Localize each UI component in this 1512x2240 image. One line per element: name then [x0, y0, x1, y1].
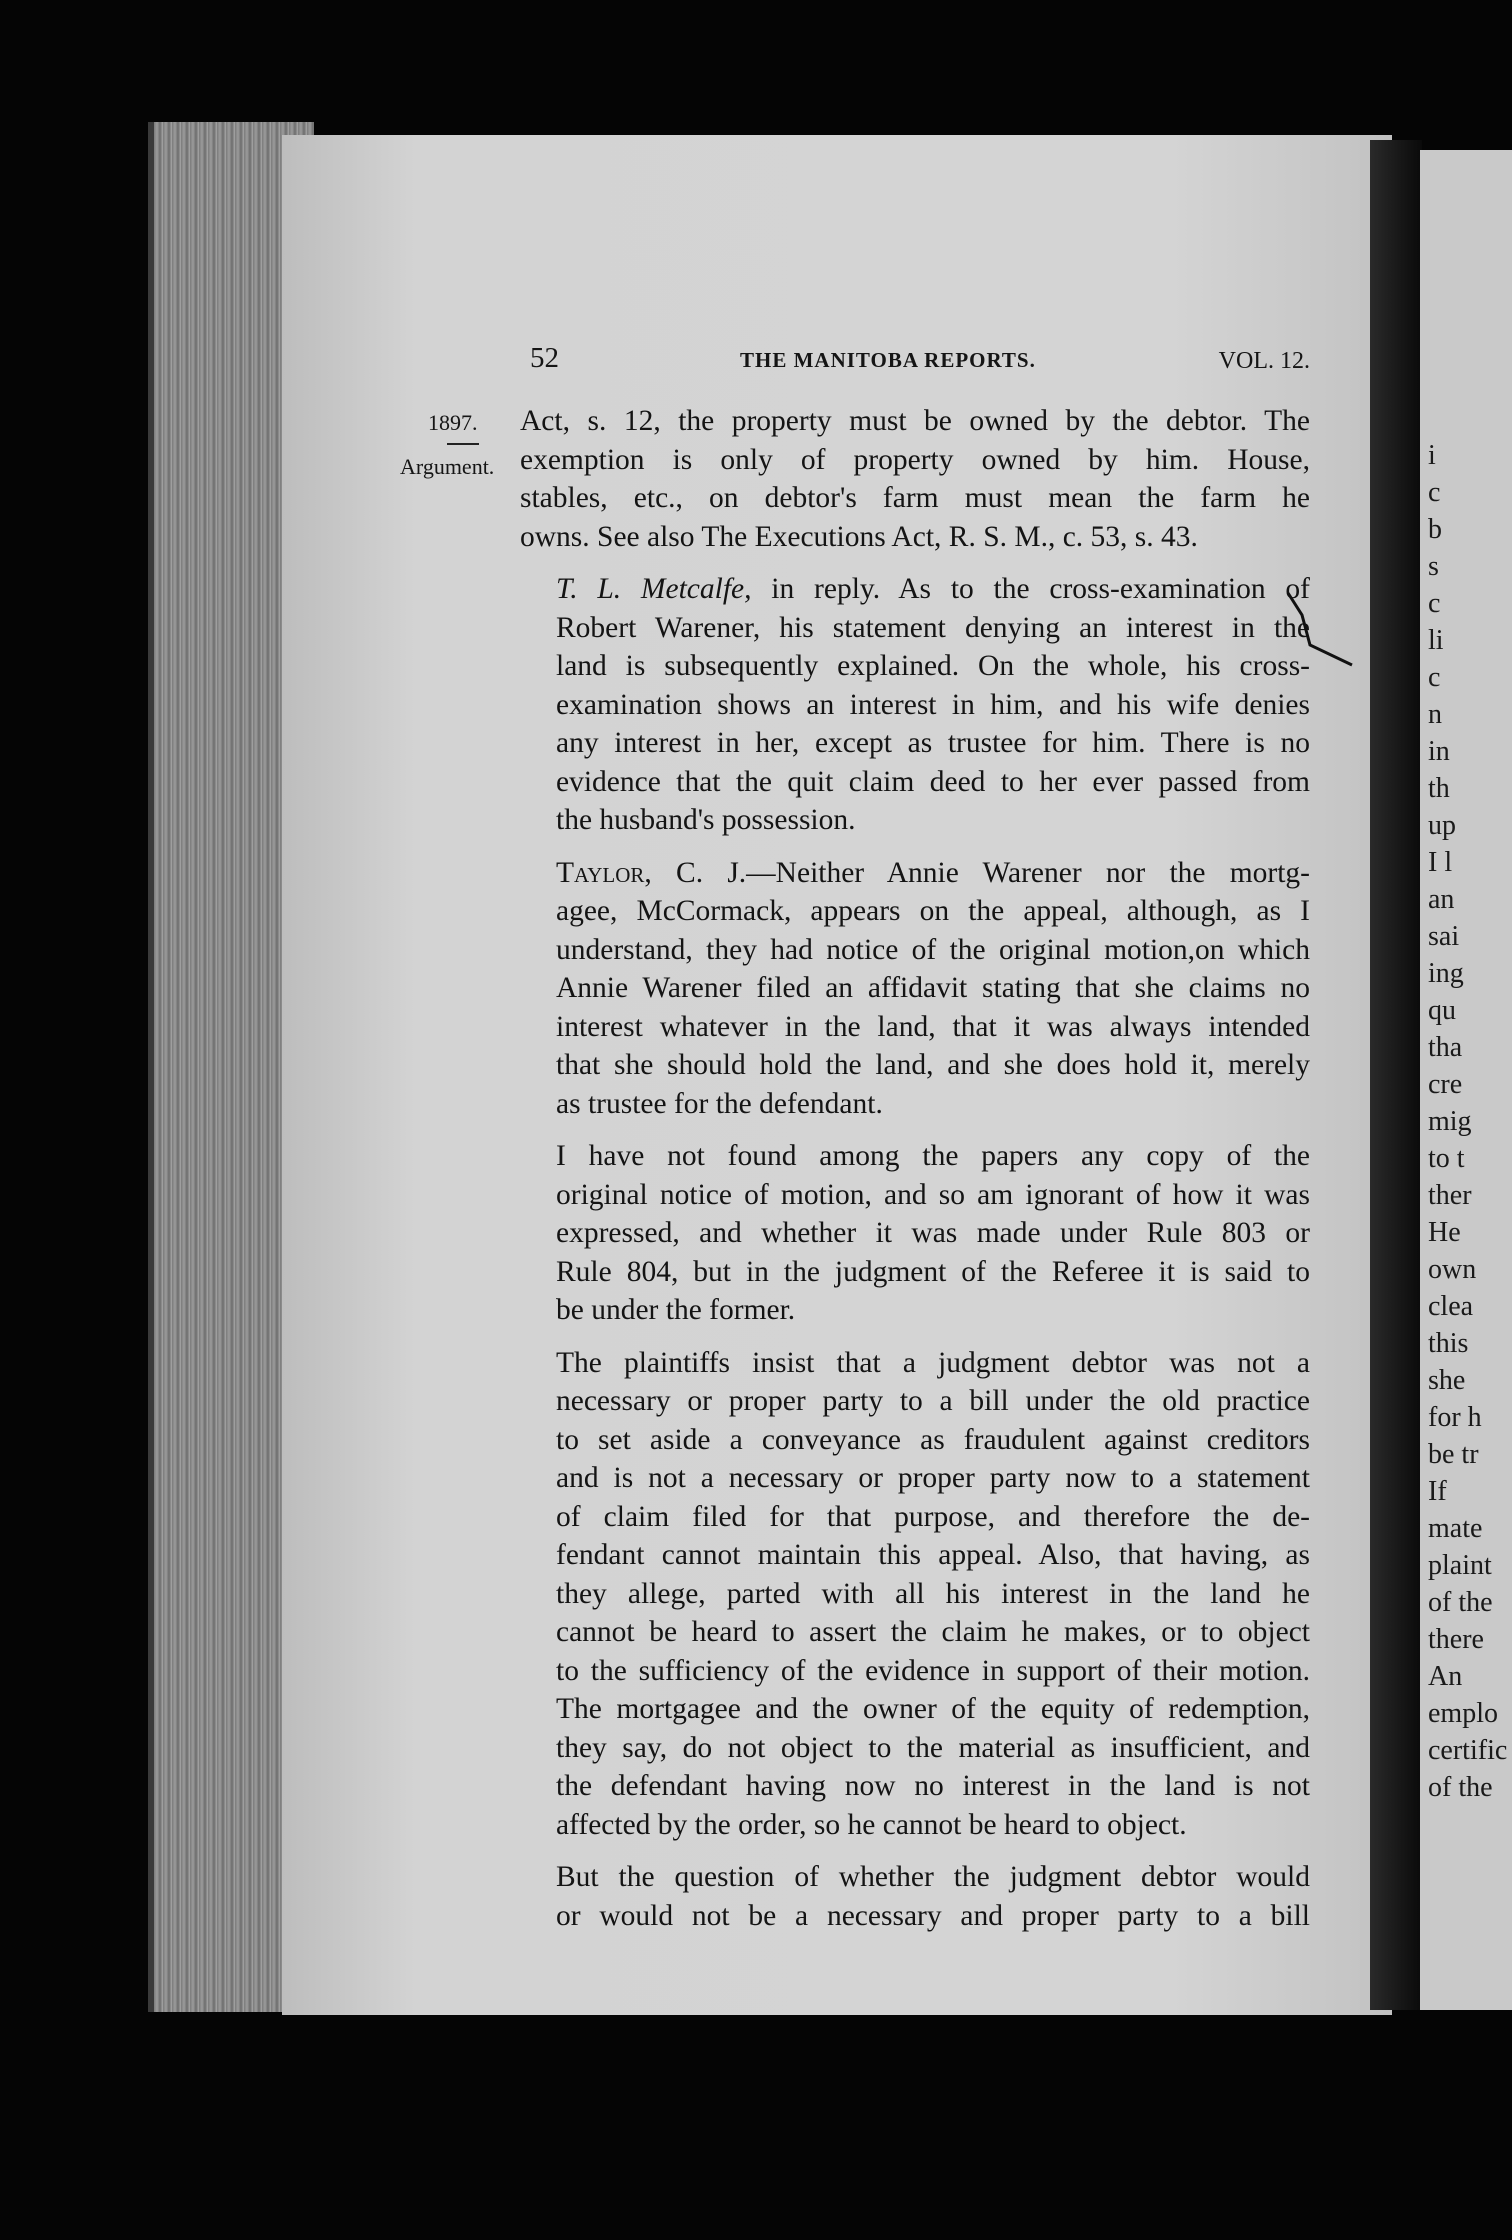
adjacent-page-text: s — [1428, 551, 1439, 582]
text-line-last: the husband's possession. — [556, 804, 856, 836]
paragraph-p5 — [520, 1344, 1310, 1845]
text-line: they allege, parted with all his interest in the land he — [556, 1577, 1310, 1610]
text-line: stables, etc., on debtor's farm must mean the farm he — [520, 482, 1310, 514]
text-line: exemption is only of property owned by him. House, — [520, 443, 1310, 476]
adjacent-page-text: If — [1428, 1476, 1447, 1507]
text-line: evidence that the quit claim deed to her ever passed from — [556, 765, 1310, 798]
text-line-last: as trustee for the defendant. — [556, 1087, 883, 1120]
adjacent-page-text: own — [1428, 1254, 1477, 1285]
adjacent-page-text: cre — [1428, 1069, 1463, 1100]
adjacent-page-text: i — [1428, 440, 1436, 471]
text-line: Rule 804, but in the judgment of the Referee it is said to — [556, 1255, 1310, 1288]
adjacent-page-text: He — [1428, 1217, 1461, 1248]
text-line: the defendant having now no interest in the land is not — [556, 1770, 1310, 1802]
text-line: expressed, and whether it was made under Rule 803 or — [556, 1217, 1310, 1249]
text-line: T. L. Metcalfe, in reply. As to the cross-examination of — [556, 573, 1310, 605]
text-line-last: affected by the order, so he cannot be heard to object. — [556, 1808, 1187, 1841]
gutter-shadow — [1370, 140, 1422, 2010]
adjacent-page-text: tha — [1428, 1032, 1463, 1063]
text-line: they say, do not object to the material as insufficient, and — [556, 1731, 1310, 1764]
text-line: and is not a necessary or proper party now to a statement — [556, 1462, 1310, 1494]
text-line: examination shows an interest in him, and his wife denies — [556, 688, 1310, 721]
page-number: 52 — [530, 342, 559, 374]
text-line: to set aside a conveyance as fraudulent against creditors — [556, 1423, 1310, 1456]
adjacent-page-text: sai — [1428, 921, 1460, 952]
text-line: Annie Warener filed an affidavit stating that she claims no — [556, 972, 1310, 1004]
adjacent-page-text: th — [1428, 773, 1450, 804]
text-line: interest whatever in the land, that it was always intended — [556, 1010, 1310, 1043]
adjacent-page-text: ing — [1428, 958, 1464, 989]
adjacent-page-text: emplo — [1428, 1698, 1498, 1729]
paragraph-p4 — [520, 1137, 1310, 1330]
paragraph-p3 — [520, 854, 1310, 1124]
text-line: Act, s. 12, the property must be owned by the debtor. The — [520, 405, 1310, 437]
adjacent-page-text: certific — [1428, 1735, 1508, 1766]
text-line: Robert Warener, his statement denying an interest in the — [556, 611, 1310, 644]
adjacent-page-text: of the — [1428, 1772, 1493, 1803]
adjacent-page-text: mig — [1428, 1106, 1472, 1137]
margin-rule — [447, 443, 479, 445]
adjacent-page-text: ther — [1428, 1180, 1472, 1211]
adjacent-page-text: c — [1428, 477, 1441, 508]
text-line-last: owns. See also The Executions Act, R. S. M., c. 53, s. 43. — [520, 520, 1198, 553]
text-line: fendant cannot maintain this appeal. Also, that having, as — [556, 1539, 1310, 1571]
adjacent-page-text: I l — [1428, 847, 1453, 878]
adjacent-page-text: mate — [1428, 1513, 1483, 1544]
text-line: to the sufficiency of the evidence in support of their motion. — [556, 1654, 1310, 1687]
text-line: The plaintiffs insist that a judgment debtor was not a — [556, 1346, 1310, 1379]
text-line: agee, McCormack, appears on the appeal, although, as I — [556, 895, 1310, 927]
adjacent-page-fragment — [1420, 150, 1512, 2010]
lead-name: Taylor, — [556, 856, 652, 889]
paragraph-p6 — [520, 1858, 1310, 1935]
adjacent-page-text: of the — [1428, 1587, 1493, 1618]
body-text — [520, 402, 1310, 1935]
lead-name: T. L. Metcalfe, — [556, 573, 752, 605]
text-line: of claim filed for that purpose, and therefore the de- — [556, 1500, 1310, 1533]
adjacent-page-text: n — [1428, 699, 1442, 730]
adjacent-page-text: an — [1428, 884, 1455, 915]
adjacent-page-text: li — [1428, 625, 1444, 656]
text-line: The mortgagee and the owner of the equity of redemption, — [556, 1693, 1310, 1725]
adjacent-page-text: be tr — [1428, 1439, 1479, 1470]
text-line: cannot be heard to assert the claim he makes, or to object — [556, 1616, 1310, 1648]
adjacent-page-text: c — [1428, 662, 1441, 693]
adjacent-page-text: in — [1428, 736, 1450, 767]
margin-year: 1897. — [428, 410, 478, 435]
text-line: understand, they had notice of the original motion,on which — [556, 933, 1310, 966]
adjacent-page-text: b — [1428, 514, 1442, 545]
text-line-last: be under the former. — [556, 1294, 796, 1326]
pencil-annotation-mark — [1280, 585, 1370, 685]
adjacent-page-text: qu — [1428, 995, 1456, 1026]
adjacent-page-text: An — [1428, 1661, 1463, 1692]
adjacent-page-text: to t — [1428, 1143, 1465, 1174]
adjacent-page-text: this — [1428, 1328, 1469, 1359]
margin-label: Argument. — [400, 454, 495, 479]
text-line: land is subsequently explained. On the whole, his cross- — [556, 650, 1310, 682]
text-line: I have not found among the papers any copy of the — [556, 1140, 1310, 1172]
text-line: necessary or proper party to a bill under the old practice — [556, 1385, 1310, 1417]
text-line: that she should hold the land, and she does hold it, merely — [556, 1049, 1310, 1081]
text-line: original notice of motion, and so am ignorant of how it was — [556, 1178, 1310, 1211]
adjacent-page-text: clea — [1428, 1291, 1474, 1322]
page-header — [530, 342, 1310, 382]
volume-label: VOL. 12. — [1218, 348, 1310, 374]
text-line: But the question of whether the judgment debtor would — [556, 1861, 1310, 1893]
running-title: THE MANITOBA REPORTS. — [740, 348, 1036, 372]
paragraph-p1 — [520, 402, 1310, 556]
adjacent-page-text: plaint — [1428, 1550, 1492, 1581]
adjacent-page-text: c — [1428, 588, 1441, 619]
adjacent-page-text: she — [1428, 1365, 1466, 1396]
text-line: any interest in her, except as trustee for him. There is no — [556, 727, 1310, 759]
text-line: Taylor, C. J.—Neither Annie Warener nor the mortg- — [556, 856, 1310, 889]
adjacent-page-text: up — [1428, 810, 1456, 841]
text-line: or would not be a necessary and proper party to a bill — [556, 1899, 1310, 1932]
paragraph-p2 — [520, 570, 1310, 840]
adjacent-page-text: there — [1428, 1624, 1484, 1655]
adjacent-page-text: for h — [1428, 1402, 1482, 1433]
